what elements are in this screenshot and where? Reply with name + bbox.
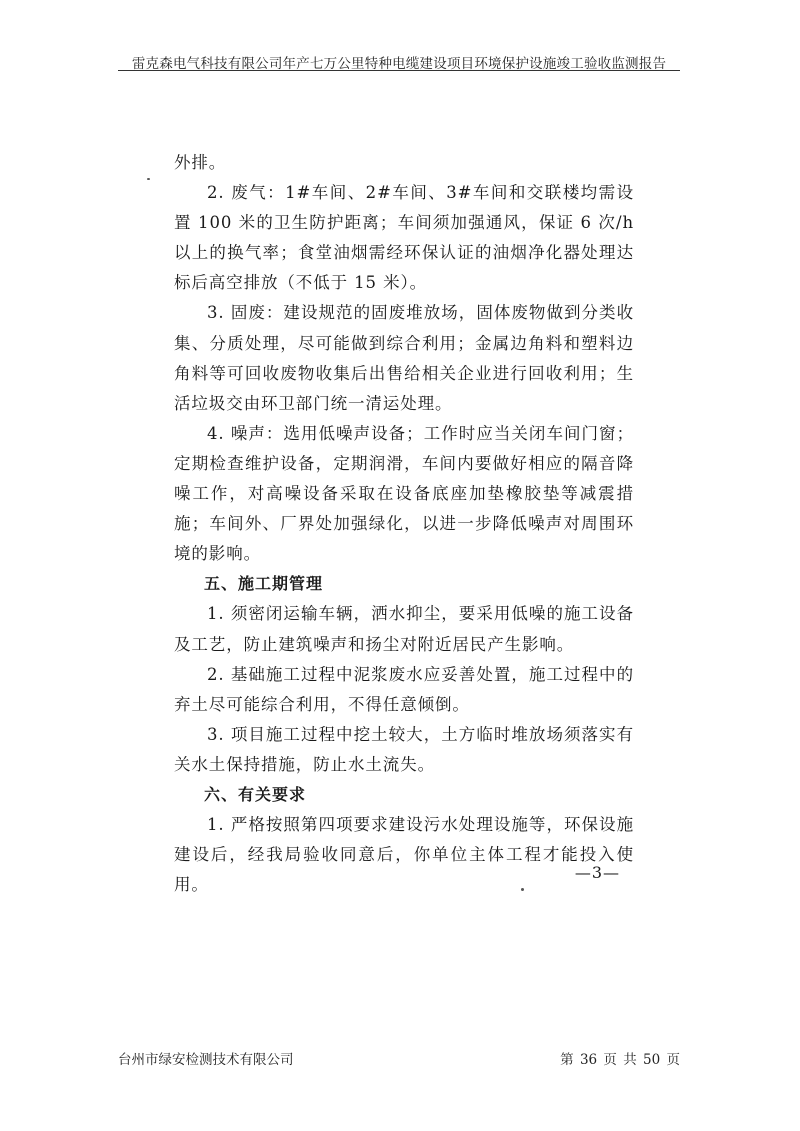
header-divider bbox=[118, 70, 680, 71]
paragraph-construction-3: 3. 项目施工过程中挖土较大，土方临时堆放场须落实有关水土保持措施，防止水土流失。 bbox=[174, 724, 634, 774]
paragraph-solid-waste: 3. 固废：建设规范的固废堆放场，固体废物做到分类收集、分质处理，尽可能做到综合利用；金属边角料和塑料边角料等可回收废物收集后出售给相关企业进行回收利用；生活垃圾交由环卫部门统一清运处理。 bbox=[174, 303, 634, 413]
paragraph-continuation: 外排。 bbox=[174, 153, 227, 172]
section-heading-requirements: 六、有关要求 bbox=[204, 784, 307, 804]
paragraph-exhaust-gas: 2. 废气：1#车间、2#车间、3#车间和交联楼均需设置 100 米的卫生防护距离；车间须加强通风，保证 6 次/h 以上的换气率；食堂油烟需经环保认证的油烟净化器处理达标后高空排放（不低于 15 米）。 bbox=[174, 183, 634, 293]
document-body bbox=[174, 148, 634, 900]
footer-company: 台州市绿安检测技术有限公司 bbox=[118, 1052, 294, 1068]
paragraph-requirements-1: 1. 严格按照第四项要求建设污水处理设施等，环保设施建设后，经我局验收同意后，你单位主体工程才能投入使用。 bbox=[174, 815, 634, 895]
page-number: —3— bbox=[574, 863, 620, 882]
report-header-title: 雷克森电气科技有限公司年产七万公里特种电缆建设项目环境保护设施竣工验收监测报告 bbox=[131, 56, 667, 72]
paragraph-construction-1: 1. 须密闭运输车辆，洒水抑尘，要采用低噪的施工设备及工艺，防止建筑噪声和扬尘对附近居民产生影响。 bbox=[174, 604, 634, 654]
paragraph-noise: 4. 噪声：选用低噪声设备；工作时应当关闭车间门窗；定期检查维护设备，定期润滑，车间内要做好相应的隔音降噪工作，对高噪设备采取在设备底座加垫橡胶垫等减震措施；车间外、厂界处加强绿化，以进一步降低噪声对周围环境的影响。 bbox=[174, 423, 634, 564]
scan-speck bbox=[521, 888, 524, 891]
scan-speck bbox=[147, 178, 150, 180]
footer-pagination: 第 36 页 共 50 页 bbox=[560, 1052, 680, 1068]
paragraph-construction-2: 2. 基础施工过程中泥浆废水应妥善处置，施工过程中的弃土尽可能综合利用，不得任意倾倒。 bbox=[174, 664, 634, 714]
section-heading-construction: 五、施工期管理 bbox=[204, 574, 324, 594]
